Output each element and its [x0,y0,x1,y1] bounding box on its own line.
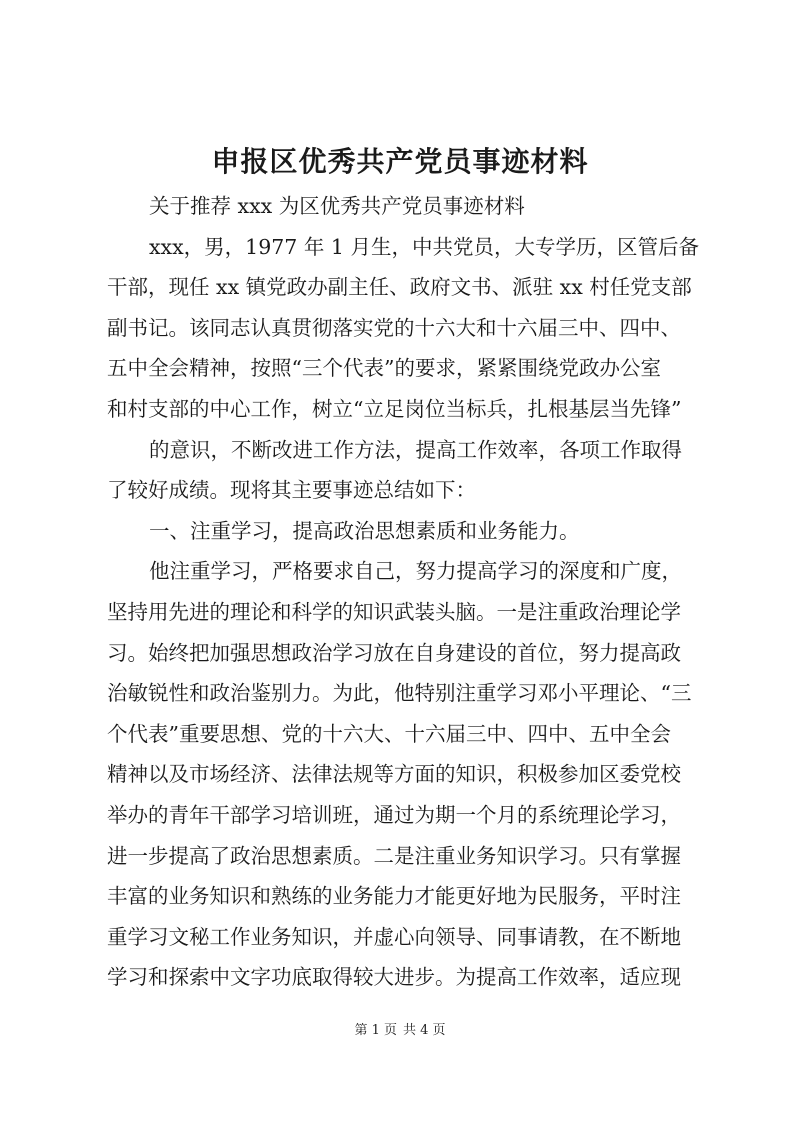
page-total: 共 4 页 [403,1023,446,1038]
text-line: 治敏锐性和政治鉴别力。为此，他特别注重学习邓小平理论、“三 [107,681,692,706]
text-line: 重学习文秘工作业务知识，并虚心向领导、同事请教，在不断地 [107,924,681,949]
text-line: 举办的青年干部学习培训班，通过为期一个月的系统理论学习， [107,802,681,827]
text-line: 习。始终把加强思想政治学习放在自身建设的首位，努力提高政 [107,640,681,665]
page-number: 第 1 页 [354,1023,397,1038]
text-line: 干部，现任 xx 镇党政办副主任、政府文书、派驻 xx 村任党支部 [107,275,692,300]
text-line: 的意识，不断改进工作方法，提高工作效率，各项工作取得 [149,437,682,462]
text-line: 五中全会精神，按照“三个代表”的要求，紧紧围绕党政办公室 [107,356,661,381]
page-footer [0,1021,800,1041]
text-line: 他注重学习，严格要求自己，努力提高学习的深度和广度， [149,559,682,584]
text-line: 了较好成绩。现将其主要事迹总结如下： [107,478,476,503]
document-title: 申报区优秀共产党员事迹材料 [211,145,589,178]
document-body [107,186,699,998]
text-line: 副书记。该同志认真贯彻落实党的十六大和十六届三中、四中、 [107,315,681,340]
text-line: 精神以及市场经济、法律法规等方面的知识，积极参加区委党校 [107,762,681,787]
text-line: 丰富的业务知识和熟练的业务能力才能更好地为民服务，平时注 [107,884,681,909]
section-heading: 一、注重学习，提高政治思想素质和业务能力。 [149,518,580,543]
text-line: 个代表”重要思想、党的十六大、十六届三中、四中、五中全会 [107,721,671,746]
text-line: 学习和探索中文字功底取得较大进步。为提高工作效率，适应现 [107,965,681,990]
text-line: xxx，男，1977 年 1 月生，中共党员，大专学历，区管后备 [149,234,699,259]
text-line: 进一步提高了政治思想素质。二是注重业务知识学习。只有掌握 [107,843,681,868]
text-line: 坚持用先进的理论和科学的知识武装头脑。一是注重政治理论学 [107,599,681,624]
text-line: 和村支部的中心工作，树立“立足岗位当标兵，扎根基层当先锋” [107,396,682,421]
subtitle-line: 关于推荐 xxx 为区优秀共产党员事迹材料 [149,194,525,218]
